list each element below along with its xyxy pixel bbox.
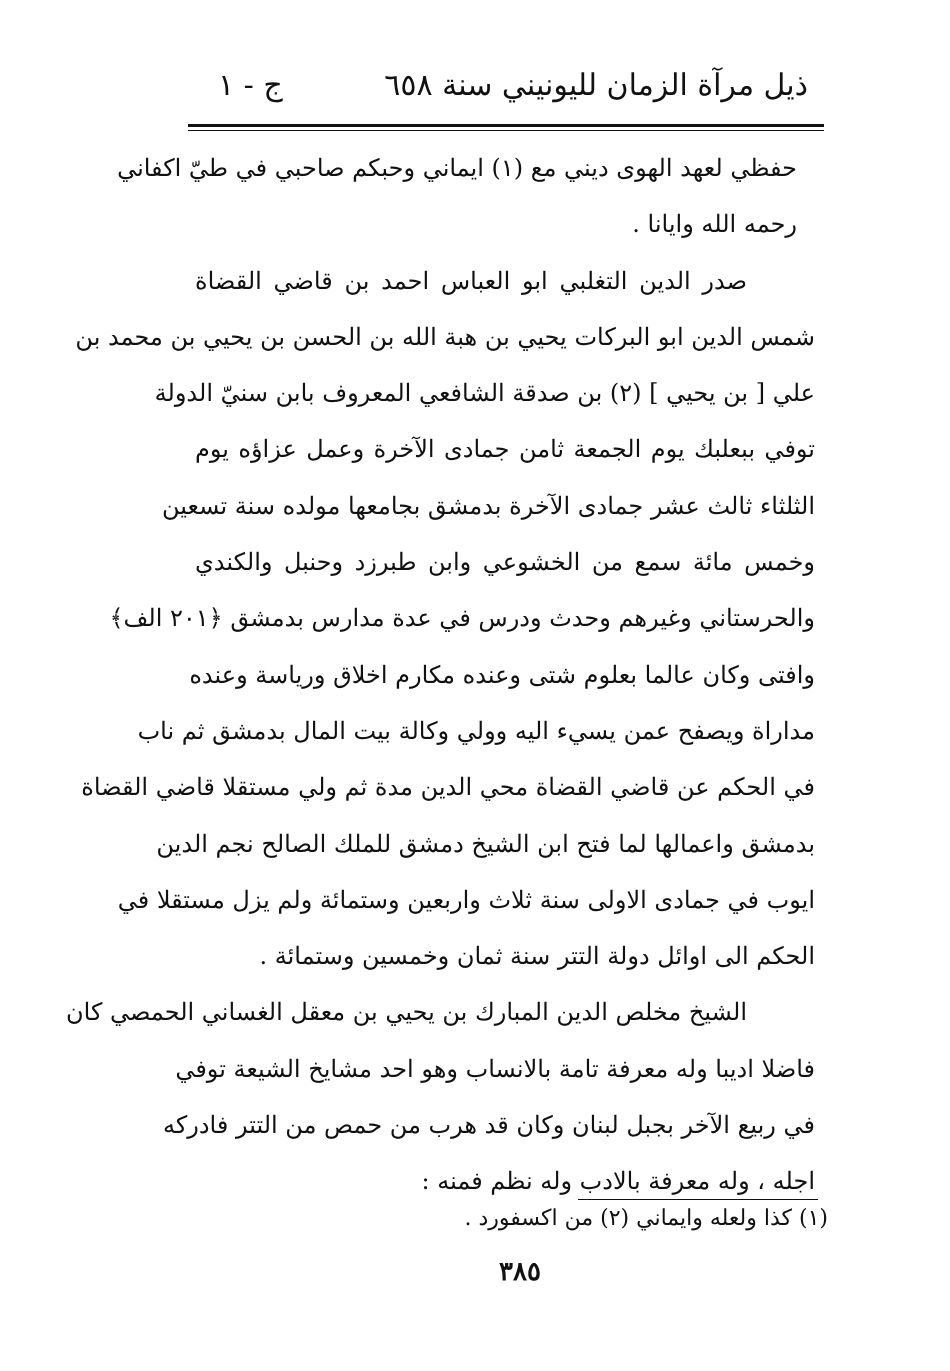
text-line: الثلثاء ثالث عشر جمادى الآخرة بدمشق بجامعها مولده سنة تسعين — [161, 491, 815, 520]
footnote: (١) كذا ولعله وايماني (٢) من اكسفورد . — [464, 1206, 828, 1231]
text-line: اجله ، وله معرفة بالادب وله نظم فمنه : — [421, 1167, 815, 1196]
text-line: وافتى وكان عالما بعلوم شتى وعنده مكارم اخلاق ورياسة وعنده — [189, 660, 815, 689]
body-text — [66, 140, 815, 1210]
header-rule — [188, 124, 824, 127]
text-line: فاضلا اديبا وله معرفة تامة بالانساب وهو احد مشايخ الشيعة توفي — [175, 1054, 815, 1083]
text-line: ايوب في جمادى الاولى سنة ثلاث واربعين وستمائة ولم يزل مستقلا في — [117, 885, 815, 914]
text-line: في ربيع الآخر بجبل لبنان وكان قد هرب من حمص من التتر فادركه — [162, 1111, 815, 1140]
text-line: مداراة ويصفح عمن يسيء اليه وولي وكالة بيت المال بدمشق ثم ناب — [137, 716, 815, 745]
text-line: شمس الدين ابو البركات يحيي بن هبة الله بن الحسن بن يحيي بن محمد بن — [75, 322, 815, 351]
text-line: رحمه الله وايانا . — [632, 210, 797, 239]
text-line: والحرستاني وغيرهم وحدث ودرس في عدة مدارس بدمشق ﴿٢٠١ الف﴾ — [109, 604, 815, 633]
text-line: توفي ببعلبك يوم الجمعة ثامن جمادى الآخرة وعمل عزاؤه يوم — [195, 435, 815, 464]
entry-heading-line: صدر الدين التغلبي ابو العباس احمد بن قاضي القضاة — [195, 266, 747, 295]
page-number: ٣٨٥ — [499, 1257, 541, 1287]
footnote-rule — [578, 1199, 818, 1200]
entry-heading-line: الشيخ مخلص الدين المبارك بن يحيي بن معقل الغساني الحمصي كان — [66, 998, 747, 1027]
text-line: في الحكم عن قاضي القضاة محي الدين مدة ثم ولي مستقلا قاضي القضاة — [81, 773, 815, 802]
header-rule-thin — [188, 130, 824, 131]
running-title: ذيل مرآة الزمان لليونيني سنة ٦٥٨ — [384, 68, 808, 103]
volume-label: ج - ١ — [218, 68, 283, 103]
text-line: بدمشق واعمالها لما فتح ابن الشيخ دمشق للملك الصالح نجم الدين — [156, 829, 815, 858]
text-line: علي [ بن يحيي ] (٢) بن صدقة الشافعي المعروف بابن سنيّ الدولة — [154, 379, 815, 408]
text-line: الحكم الى اوائل دولة التتر سنة ثمان وخمسين وستمائة . — [259, 942, 815, 971]
running-head — [190, 68, 820, 116]
text-line: وخمس مائة سمع من الخشوعي وابن طبرزد وحنبل والكندي — [195, 548, 815, 577]
verse-line: حفظي لعهد الهوى ديني مع (١) ايماني وحبكم صاحبي في طيّ اكفاني — [117, 154, 797, 182]
